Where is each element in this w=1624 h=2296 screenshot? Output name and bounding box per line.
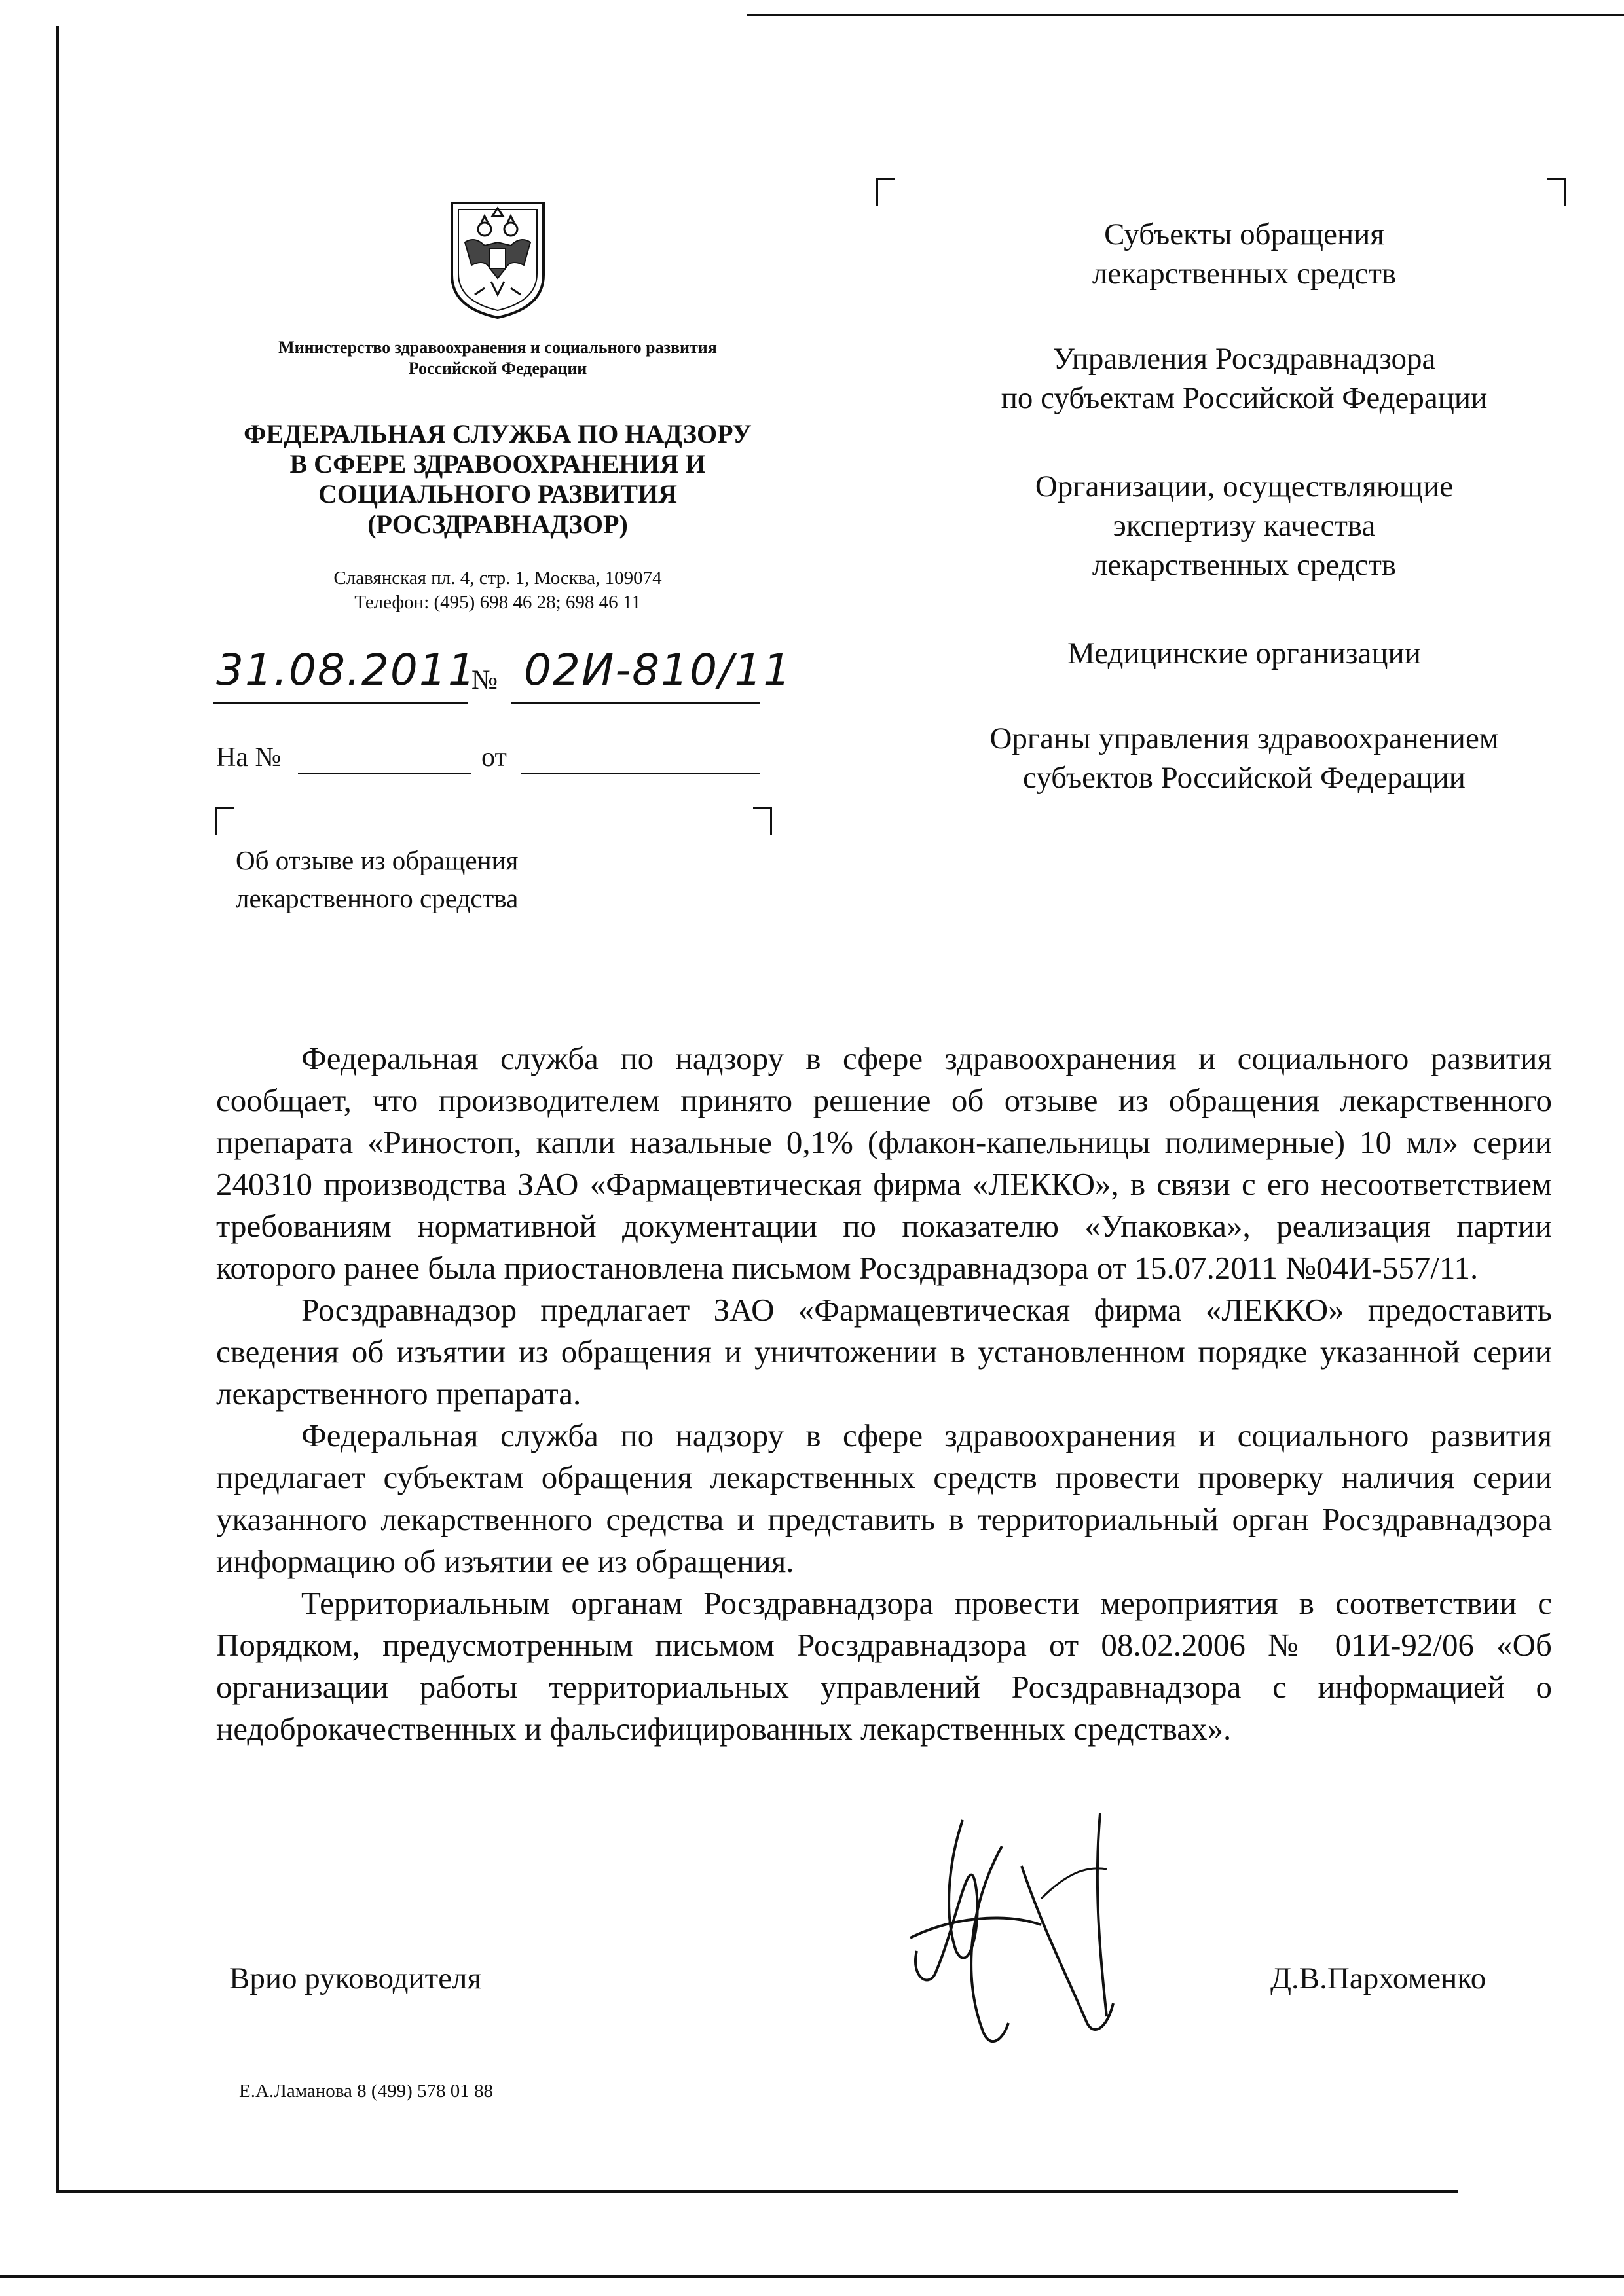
- recipient-line: Органы управления здравоохранением: [989, 721, 1499, 756]
- recipient-group: [930, 467, 1559, 585]
- body-paragraph: Росздравнадзор предлагает ЗАО «Фармацевтическая фирма «ЛЕККО» предоставить сведения об изъятии из обращения и уничтожении в установленном порядке указанной серии лекарственного препарата.: [216, 1292, 1552, 1412]
- reg-number: 02И-810/11: [524, 645, 792, 695]
- ministry-name: Министерство здравоохранения и социального развития Российской Федерации: [278, 338, 717, 378]
- recipient-group: [930, 215, 1559, 293]
- subject-bracket-right: [753, 807, 772, 835]
- ref-number-label: На №: [216, 742, 282, 773]
- service-line: (РОСЗДРАВНАДЗОР): [367, 509, 628, 539]
- signatory-role: Врио руководителя: [229, 1961, 482, 1995]
- phone: Телефон: (495) 698 46 28; 698 46 11: [354, 592, 641, 613]
- scan-border-left: [56, 26, 59, 2193]
- body-paragraph: Федеральная служба по надзору в сфере здравоохранения и социального развития предлагает субъектам обращения лекарственных средств провести проверку наличия серии указанного лекарственного средства и представить в территориальный орган Росздравнадзора информацию об изъятии ее из обращения.: [216, 1417, 1552, 1579]
- subject: [236, 841, 629, 917]
- address-block: [249, 566, 747, 615]
- service-line: СОЦИАЛЬНОГО РАЗВИТИЯ: [318, 479, 677, 509]
- reg-number-line: [511, 702, 760, 704]
- recipient-line: Субъекты обращения: [1104, 217, 1384, 251]
- recipient-group: [930, 719, 1559, 797]
- body-paragraph: Федеральная служба по надзору в сфере здравоохранения и социального развития сообщает, что производителем принято решение об отзыве из обращения лекарственного препарата «Риностоп, капли назальные 0,1% (флакон-капельницы полимерные) 10 мл» серии 240310 производства ЗАО «Фармацевтическая фирма «ЛЕККО», в связи с его несоответствием требованиям нормативной документации по показателю «Упаковка», реализация партии которого ранее была приостановлена письмом Росздравнадзора от 15.07.2011 №04И-557/11.: [216, 1040, 1552, 1286]
- handwritten-signature: [871, 1807, 1159, 2069]
- recipient-line: экспертизу качества: [1113, 509, 1376, 543]
- service-line: ФЕДЕРАЛЬНАЯ СЛУЖБА ПО НАДЗОРУ: [244, 419, 752, 448]
- address: Славянская пл. 4, стр. 1, Москва, 109074: [333, 568, 662, 589]
- reg-date-line: [213, 702, 468, 704]
- executor-contact: Е.А.Ламанова 8 (499) 578 01 88: [239, 2081, 493, 2102]
- ref-from-label: от: [481, 742, 507, 773]
- recipients-bracket-right: [1547, 178, 1566, 206]
- signatory-name: Д.В.Пархоменко: [1270, 1961, 1486, 1995]
- recipient-line: лекарственных средств: [1092, 548, 1397, 582]
- subject-bracket-left: [215, 807, 234, 835]
- service-name: [196, 419, 799, 539]
- recipient-line: по субъектам Российской Федерации: [1001, 381, 1488, 415]
- ref-from-line: [521, 773, 760, 774]
- recipients-bracket-left: [876, 178, 895, 206]
- scan-border-footer: [0, 2275, 1624, 2278]
- scan-border-top: [747, 14, 1624, 16]
- recipient-line: субъектов Российской Федерации: [1023, 761, 1466, 795]
- subject-line: лекарственного средства: [236, 883, 519, 913]
- body-paragraph: Территориальным органам Росздравнадзора провести мероприятия в соответствии с Порядком, предусмотренным письмом Росздравнадзора от 08.02.2006 № 01И-92/06 «Об организации работы территориальных управлений Росздравнадзора с информацией о недоброкачественных и фальсифицированных лекарственных средствах».: [216, 1585, 1552, 1747]
- reg-number-label: №: [471, 665, 498, 695]
- recipient-group: [930, 339, 1559, 418]
- recipient-line: Управления Росздравнадзора: [1052, 342, 1436, 376]
- recipient-group: [930, 634, 1559, 673]
- service-line: В СФЕРЕ ЗДРАВООХРАНЕНИЯ И: [289, 449, 706, 479]
- ref-number-line: [298, 773, 471, 774]
- recipient-line: Медицинские организации: [1067, 636, 1421, 670]
- letter-body: [216, 1038, 1552, 1750]
- subject-line: Об отзыве из обращения: [236, 845, 519, 875]
- recipient-line: Организации, осуществляющие: [1035, 469, 1454, 503]
- recipient-line: лекарственных средств: [1092, 257, 1397, 291]
- scan-border-bottom: [56, 2190, 1458, 2193]
- russian-coat-of-arms-icon: [445, 196, 550, 321]
- reg-date: 31.08.2011: [216, 645, 477, 695]
